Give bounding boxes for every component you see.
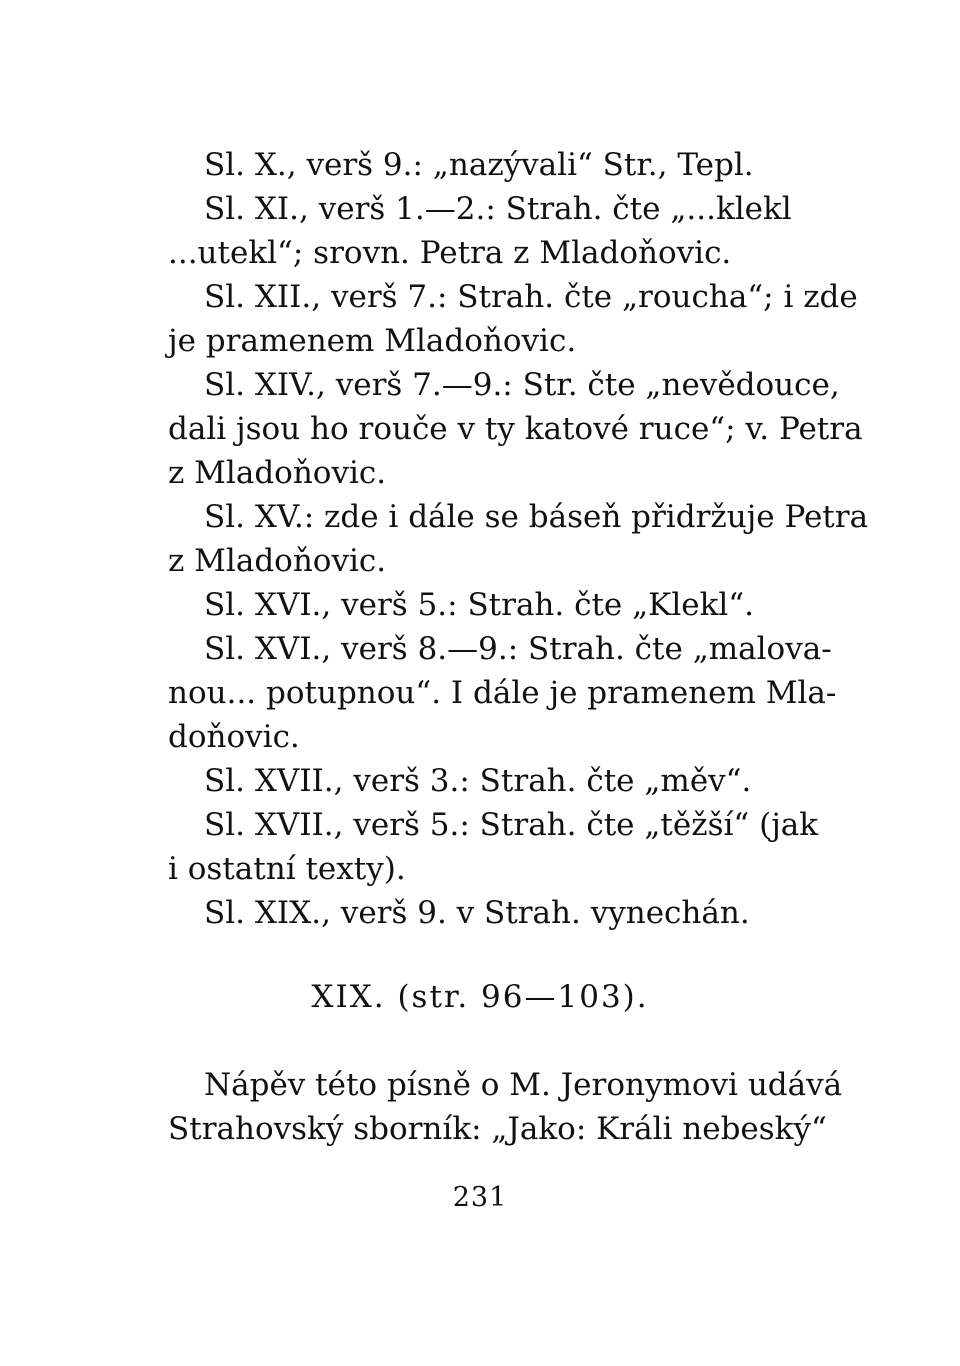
note-line-11: Sl. XVI., verš 5.: Strah. čte „Klekl“. [204,587,755,623]
note-line-12: Sl. XVI., verš 8.—9.: Strah. čte „malova- [204,631,832,667]
note-line-7: dali jsou ho rouče v ty katové ruce“; v. Petra [168,411,863,447]
section-heading: XIX. (str. 96—103). [311,979,649,1015]
paragraph-line-2: Strahovský sborník: „Jako: Králi nebeský“ [168,1111,827,1147]
note-line-2: Sl. XI., verš 1.—2.: Strah. čte „...klekl [204,191,792,227]
note-line-16: Sl. XVII., verš 5.: Strah. čte „těžší“ (jak [204,807,819,843]
note-line-10: z Mladoňovic. [168,543,387,579]
note-line-3: ...utekl“; srovn. Petra z Mladoňovic. [168,235,732,271]
note-line-14: doňovic. [168,719,300,755]
paragraph-line-1: Nápěv této písně o M. Jeronymovi udává [204,1067,843,1103]
page-number: 231 [452,1182,508,1213]
note-line-4: Sl. XII., verš 7.: Strah. čte „roucha“; i zde [204,279,858,315]
note-line-9: Sl. XV.: zde i dále se báseň přidržuje Petra [204,499,869,535]
note-line-13: nou... potupnou“. I dále je pramenem Mla- [168,675,837,711]
note-line-18: Sl. XIX., verš 9. v Strah. vynechán. [204,895,750,931]
note-line-1: Sl. X., verš 9.: „nazývali“ Str., Tepl. [204,147,754,183]
note-line-17: i ostatní texty). [168,851,406,887]
note-line-5: je pramenem Mladoňovic. [168,323,577,359]
note-line-15: Sl. XVII., verš 3.: Strah. čte „měv“. [204,763,752,799]
note-line-6: Sl. XIV., verš 7.—9.: Str. čte „nevědouce, [204,367,840,403]
note-line-8: z Mladoňovic. [168,455,387,491]
